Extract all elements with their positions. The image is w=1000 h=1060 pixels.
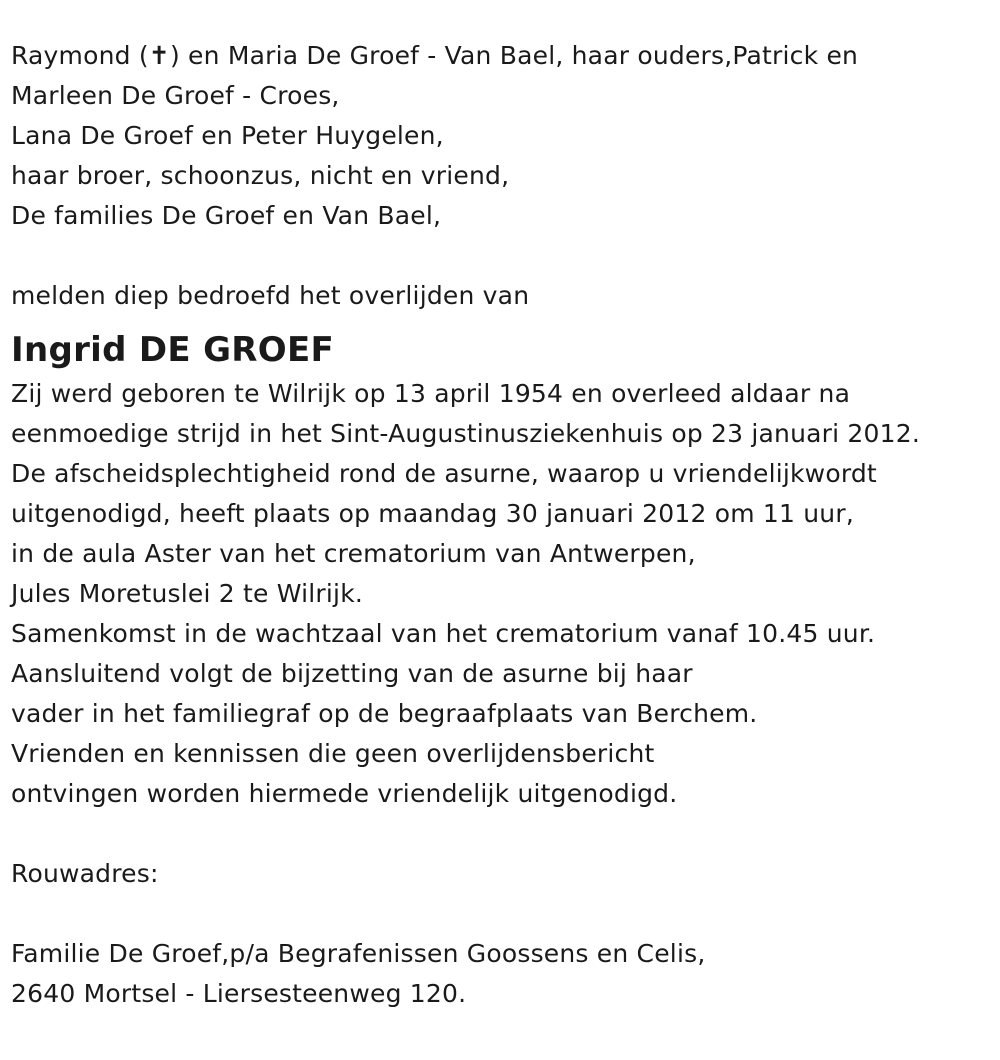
- address-line: Familie De Groef,p/a Begrafenissen Goossens en Celis,: [11, 939, 706, 968]
- details-line: Zij werd geboren te Wilrijk op 13 april 1954 en overleed aldaar na: [11, 379, 851, 408]
- spacer: [11, 814, 991, 854]
- details-line: De afscheidsplechtigheid rond de asurne, waarop u vriendelijkwordt: [11, 459, 877, 488]
- details-line: Samenkomst in de wachtzaal van het crematorium vanaf 10.45 uur.: [11, 619, 876, 648]
- death-notice: [11, 36, 991, 1014]
- spacer: [11, 236, 991, 276]
- address-block: [11, 934, 991, 1014]
- family-line: Lana De Groef en Peter Huygelen,: [11, 121, 444, 150]
- family-line: De families De Groef en Van Bael,: [11, 201, 442, 230]
- details-line: ontvingen worden hiermede vriendelijk uitgenodigd.: [11, 779, 678, 808]
- details-line: eenmoedige strijd in het Sint-Augustinusziekenhuis op 23 januari 2012.: [11, 419, 921, 448]
- family-block: [11, 36, 991, 236]
- details-block: [11, 374, 991, 814]
- details-line: Jules Moretuslei 2 te Wilrijk.: [11, 579, 364, 608]
- address-line: 2640 Mortsel - Liersesteenweg 120.: [11, 979, 467, 1008]
- address-label: Rouwadres:: [11, 859, 159, 888]
- family-line: Marleen De Groef - Croes,: [11, 81, 340, 110]
- details-line: vader in het familiegraf op de begraafplaats van Berchem.: [11, 699, 758, 728]
- details-line: Aansluitend volgt de bijzetting van de asurne bij haar: [11, 659, 693, 688]
- spacer: [11, 894, 991, 934]
- deceased-name: Ingrid DE GROEF: [11, 330, 335, 370]
- family-line: haar broer, schoonzus, nicht en vriend,: [11, 161, 510, 190]
- family-line: Raymond (✝) en Maria De Groef - Van Bael, haar ouders,Patrick en: [11, 41, 859, 70]
- announcement-text: melden diep bedroefd het overlijden van: [11, 281, 530, 310]
- details-line: in de aula Aster van het crematorium van Antwerpen,: [11, 539, 696, 568]
- details-line: uitgenodigd, heeft plaats op maandag 30 januari 2012 om 11 uur,: [11, 499, 854, 528]
- details-line: Vrienden en kennissen die geen overlijdensbericht: [11, 739, 655, 768]
